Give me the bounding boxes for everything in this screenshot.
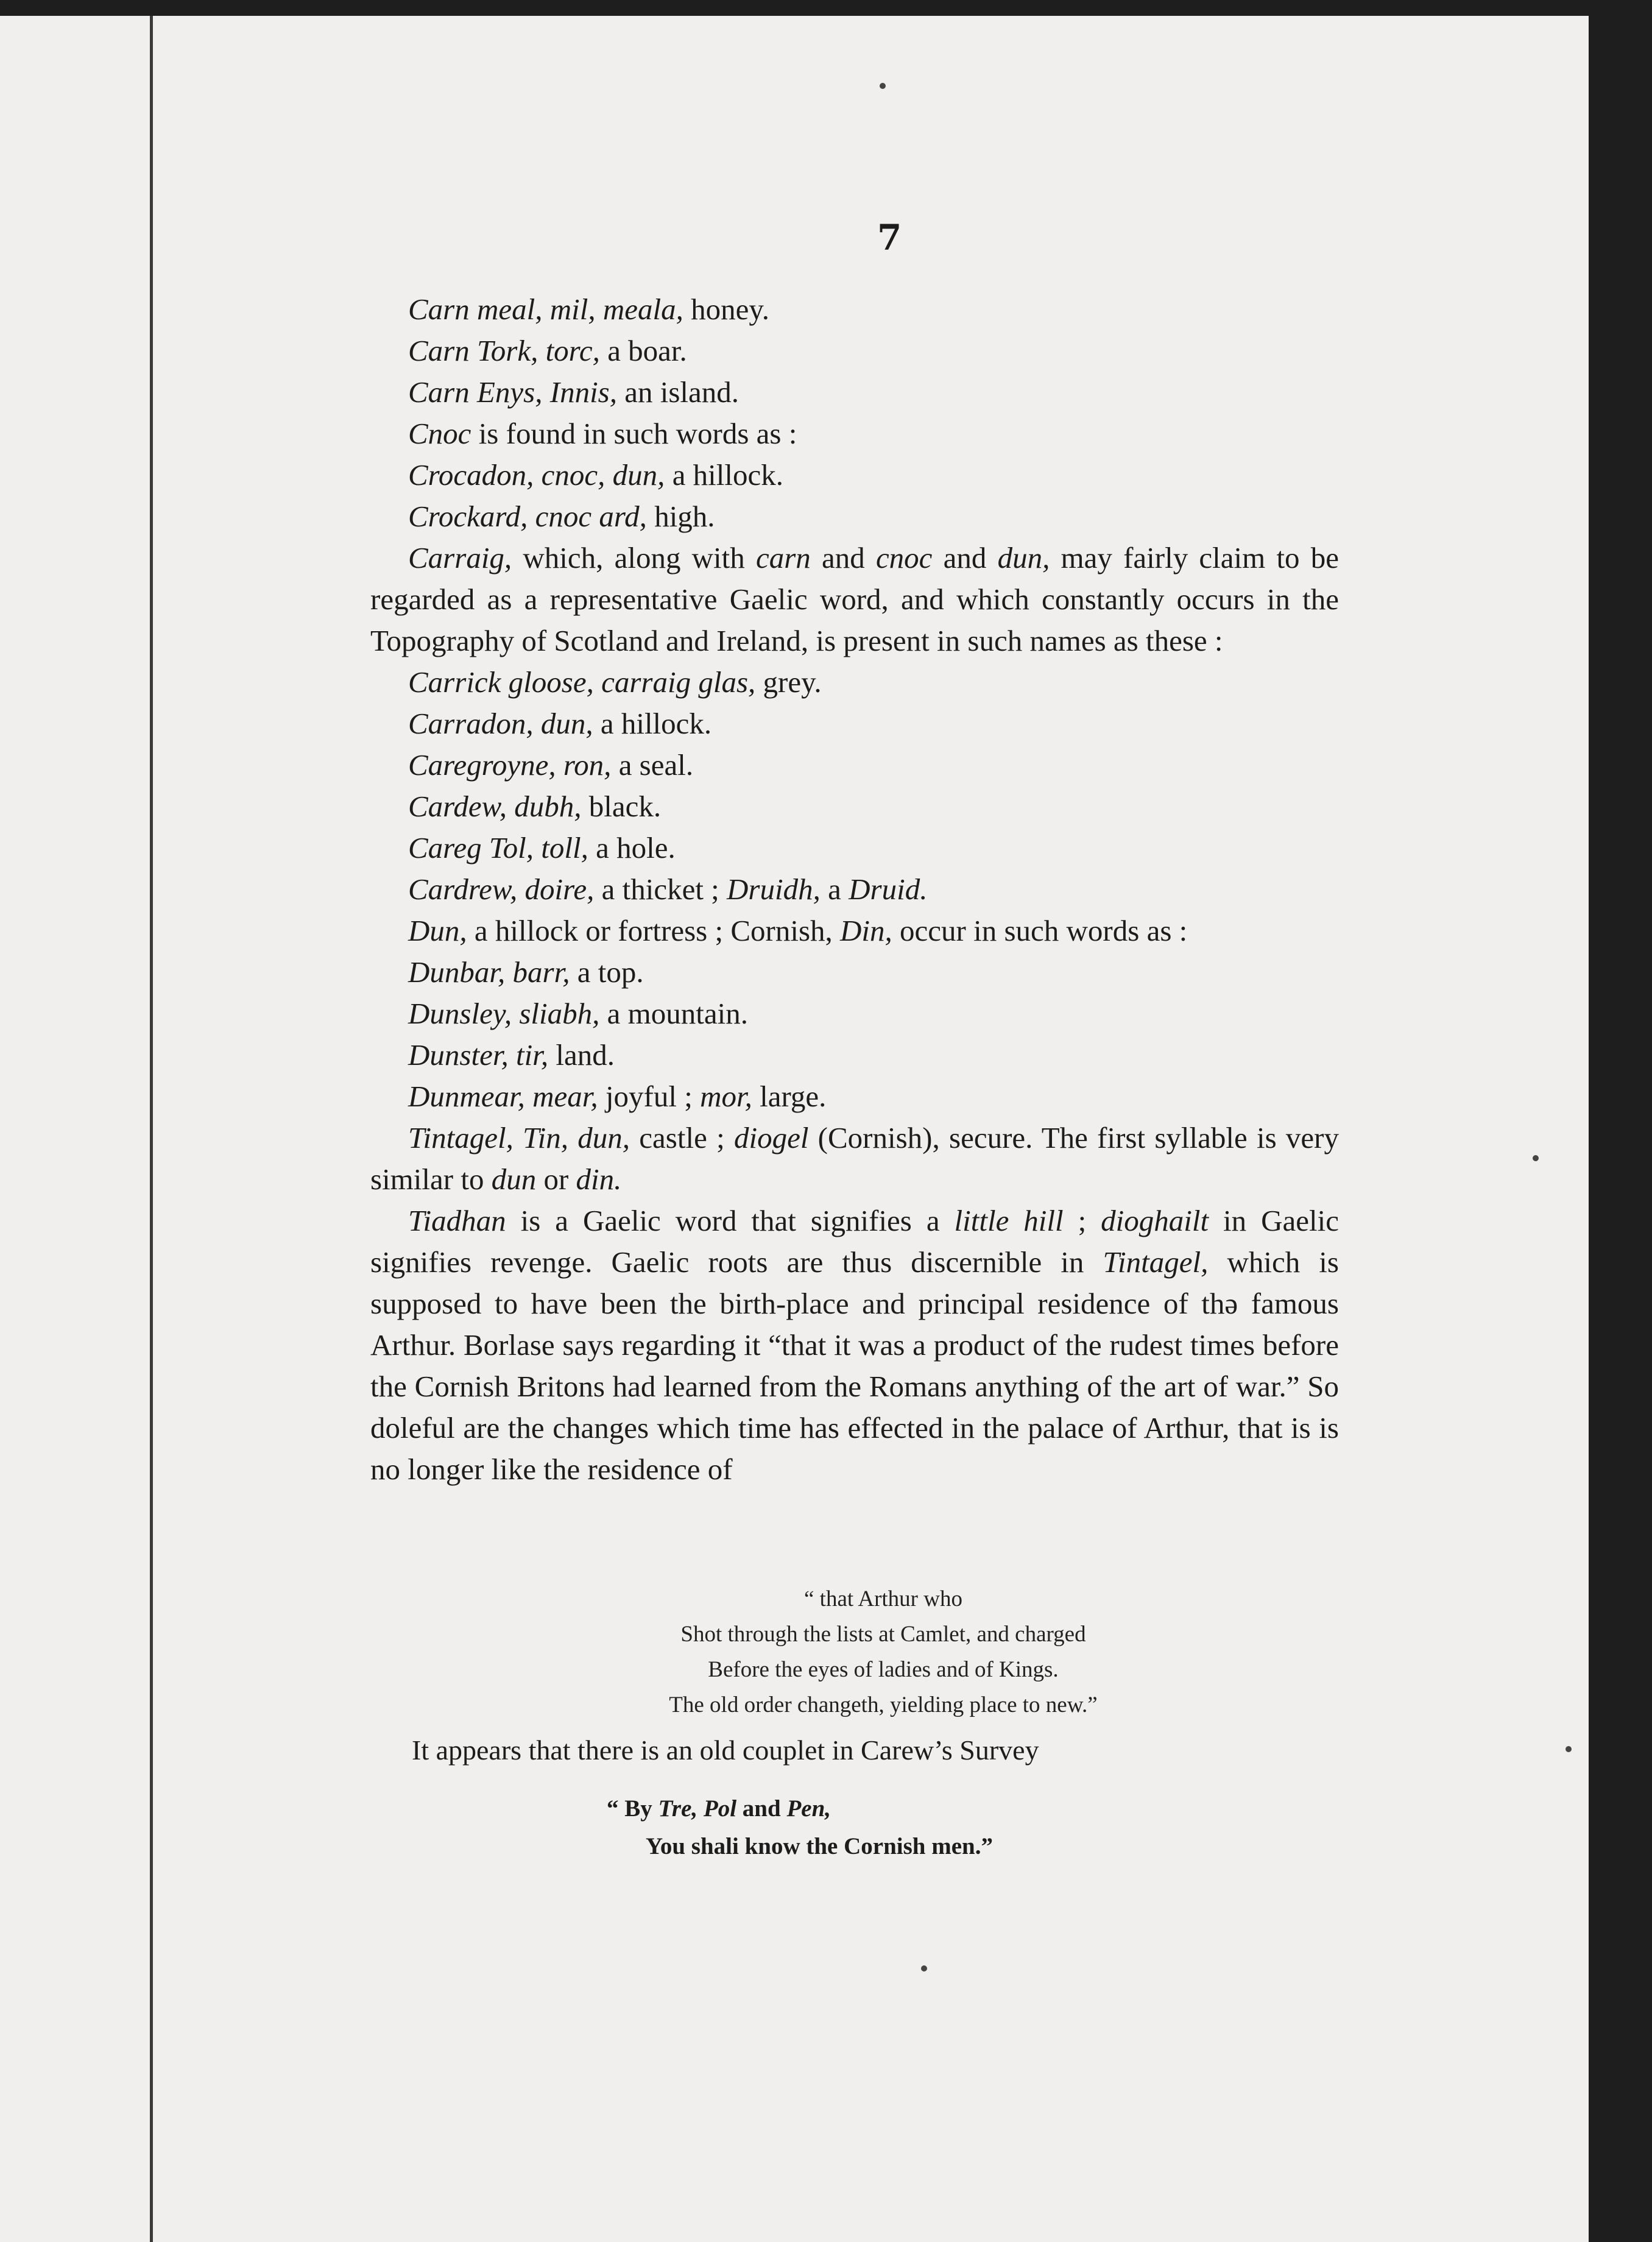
italic-term: carn [755, 541, 811, 575]
text-run: which, along with [512, 541, 756, 575]
text-line [370, 703, 1339, 744]
main-text [370, 289, 1339, 1490]
text-run: a boar. [599, 334, 687, 367]
text-run: occur in such words as : [892, 914, 1188, 947]
verse-line: The old order changeth, yielding place to new.” [669, 1692, 1098, 1717]
italic-term: Carn Enys, Innis, [408, 375, 617, 409]
text-line [370, 413, 1339, 454]
italic-term: Dunmear, mear, [408, 1080, 598, 1113]
print-speck [921, 1965, 927, 1971]
text-run: which is supposed to have been the birth-place and principal residence of thə famous Arthur. Borlase says regarding it “that it was a product of the rudest times before the Cornish Britons had learned from the Romans anything of the art of war.” So doleful are the changes which time has effected in the palace of Arthur, that is is no longer like the residence of [370, 1245, 1339, 1486]
text-line [370, 869, 1339, 910]
text-run: honey. [683, 292, 769, 326]
verse-line: “ that Arthur who [804, 1586, 962, 1611]
italic-term: dioghailt [1101, 1204, 1209, 1237]
italic-term: little hill [954, 1204, 1064, 1237]
text-run: black. [581, 790, 662, 823]
text-run: joyful ; [598, 1080, 701, 1113]
text-run: in Gaelic signifies revenge. Gaelic roots are thus discernible in [370, 1204, 1339, 1279]
text-run: (Cornish), secure. The first syllable is very similar to [370, 1121, 1339, 1196]
text-run: a [820, 872, 849, 906]
italic-term: Crocadon, cnoc, dun, [408, 458, 665, 492]
text-run: may fairly claim to be regarded as a representative Gaelic word, and which constantly occurs in the Topography of Scotland and Ireland, is present in such names as these : [370, 541, 1340, 657]
page-number: 7 [877, 217, 902, 258]
text-run: and [932, 541, 998, 575]
couplet-line-2: You shali know the Cornish men.” [646, 1833, 993, 1859]
italic-term: Crockard, cnoc ard, [408, 500, 647, 533]
text-run: ; [1063, 1204, 1101, 1237]
text-run: a mountain. [599, 997, 749, 1030]
italic-term: Carn meal, mil, meala, [408, 292, 683, 326]
couplet-line-1 [607, 1790, 993, 1828]
italic-term: Carradon, dun, [408, 707, 593, 740]
text-run: a hillock. [665, 458, 784, 492]
print-speck [1566, 1746, 1572, 1752]
text-run: large. [752, 1080, 827, 1113]
italic-term: Caregroyne, ron, [408, 748, 612, 782]
verse-quotation [536, 1582, 1230, 1723]
text-line [370, 827, 1339, 869]
text-run: and [810, 541, 876, 575]
italic-term: Carrick gloose, carraig glas, [408, 665, 756, 699]
text-run: high. [646, 500, 715, 533]
paragraph-tiadhan [370, 1200, 1339, 1490]
text-line [370, 372, 1339, 413]
text-run: is a Gaelic word that signifies a [506, 1204, 955, 1237]
text-run: a hillock or fortress ; Cornish, [467, 914, 841, 947]
couplet-intro: It appears that there is an old couplet in Carew’s Survey [412, 1735, 1039, 1766]
italic-term: Dunster, tir, [408, 1038, 549, 1072]
text-run: “ By [607, 1795, 658, 1822]
text-line [370, 330, 1339, 372]
text-line [370, 1034, 1339, 1076]
text-run: a seal. [611, 748, 694, 782]
verse-line: Before the eyes of ladies and of Kings. [708, 1657, 1059, 1682]
paragraph-tintagel [370, 1117, 1339, 1200]
text-line [370, 289, 1339, 330]
text-run: castle ; [630, 1121, 734, 1155]
text-line [370, 952, 1339, 993]
word-list-carraig-dun [370, 662, 1339, 1117]
italic-term: Carn Tork, torc, [408, 334, 600, 367]
text-line [370, 786, 1339, 827]
text-line [370, 496, 1339, 537]
italic-term: dun [491, 1162, 537, 1196]
text-line [370, 1076, 1339, 1117]
verse-line: Shot through the lists at Camlet, and charged [680, 1622, 1086, 1647]
text-run: is found in such words as : [471, 417, 797, 450]
text-line [370, 910, 1339, 952]
text-run: and [736, 1795, 787, 1822]
italic-term: Cnoc [408, 417, 471, 450]
print-speck [880, 83, 886, 89]
italic-term: Tintagel, Tin, dun, [408, 1121, 630, 1155]
italic-term: Careg Tol, toll, [408, 831, 588, 865]
text-run: a hillock. [593, 707, 712, 740]
italic-term: Tintagel, [1103, 1245, 1209, 1279]
italic-term: Tre, Pol [658, 1795, 737, 1822]
italic-term: Tiadhan [408, 1204, 506, 1237]
italic-term: Cardrew, doire, [408, 872, 595, 906]
text-run: or [536, 1162, 576, 1196]
text-run: a thicket ; [594, 872, 727, 906]
italic-term: Druid. [849, 872, 928, 906]
couplet-quotation [607, 1790, 993, 1865]
italic-term: Druidh, [727, 872, 821, 906]
italic-term: cnoc [875, 541, 933, 575]
italic-term: Din, [840, 914, 892, 947]
text-line [370, 993, 1339, 1034]
text-line [370, 662, 1339, 703]
italic-term: mor, [700, 1080, 752, 1113]
italic-term: Dunbar, barr, [408, 955, 570, 989]
word-list-carn [370, 289, 1339, 537]
text-run: a top. [570, 955, 644, 989]
book-page [0, 16, 1589, 2242]
text-run: land. [548, 1038, 615, 1072]
italic-term: Cardew, dubh, [408, 790, 582, 823]
italic-term: Pen, [786, 1795, 831, 1822]
text-run: grey. [755, 665, 822, 699]
paragraph-carraig [370, 537, 1339, 662]
italic-term: diogel [733, 1121, 809, 1155]
text-run: a hole. [588, 831, 676, 865]
italic-term: Dun, [408, 914, 467, 947]
italic-term: din. [576, 1162, 622, 1196]
italic-term: Dunsley, sliabh, [408, 997, 600, 1030]
text-line [370, 744, 1339, 786]
italic-term: dun, [997, 541, 1050, 575]
text-line [370, 454, 1339, 496]
italic-term: Carraig, [408, 541, 512, 575]
page-binding-line [150, 16, 153, 2242]
text-run: an island. [617, 375, 740, 409]
print-speck [1533, 1155, 1539, 1161]
